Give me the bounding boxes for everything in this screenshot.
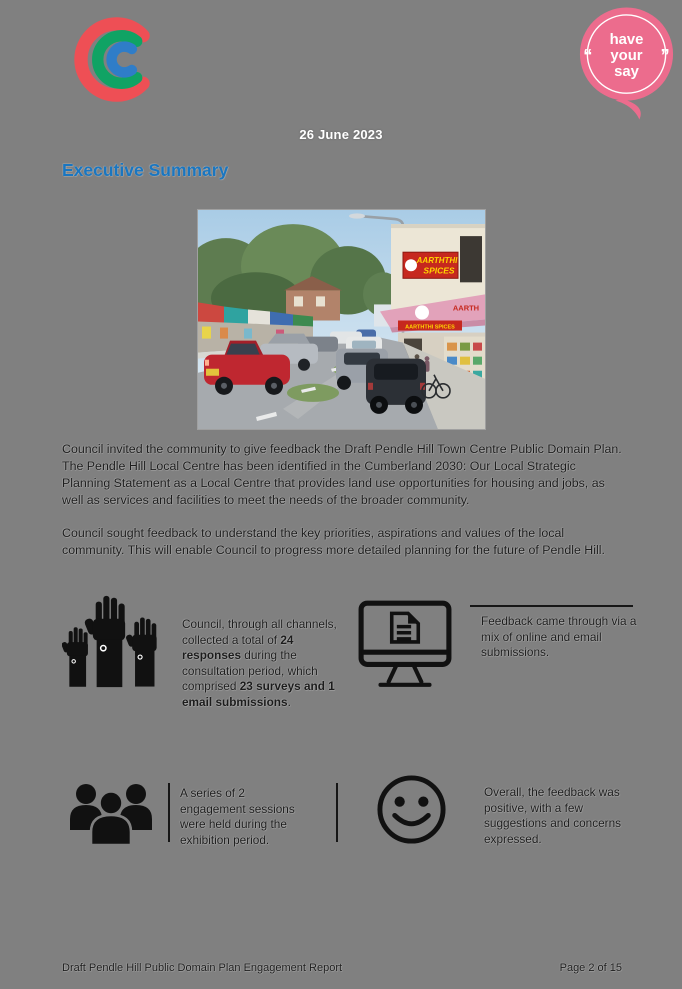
monitor-icon — [356, 596, 454, 694]
council-logo-icon — [72, 8, 166, 112]
divider-line — [336, 783, 338, 842]
close-quote-glyph: ” — [660, 45, 670, 67]
speech-bubble-tail — [616, 99, 641, 120]
awning-brand-text: AARTH — [452, 303, 480, 313]
awning-strip-text: AARTHTHI SPICES — [405, 324, 455, 331]
channels-stat-text: Feedback came through via a mix of online and email submissions. — [481, 614, 637, 660]
town-centre-photo — [198, 210, 485, 429]
bubble-text-line2: your — [610, 48, 643, 65]
footer-page-number: Page 2 of 15 — [559, 962, 622, 974]
divider-line — [470, 605, 633, 607]
bubble-text-line3: say — [614, 63, 639, 80]
responses-stat-text: Council, through all channels, collected a total of 24 responses during the consultation period, which comprised 23 surveys and 1 email submissions. — [182, 617, 337, 709]
purpose-paragraph: Council sought feedback to understand the key priorities, aspirations and values of the local community. This will enable Council to progress more detailed planning for the future of Pendle Hill. — [62, 526, 605, 557]
footer-document-title: Draft Pendle Hill Public Domain Plan Engagement Report — [62, 962, 343, 974]
sign-text-line1: AARTHTHI — [416, 256, 458, 266]
bubble-text-line1: have — [609, 32, 644, 49]
report-date: 26 June 2023 — [299, 127, 383, 142]
divider-line — [168, 783, 170, 842]
spices-sign — [403, 252, 458, 278]
intro-paragraph: Council invited the community to give feedback the Draft Pendle Hill Town Centre Public Domain Plan. The Pendle Hill Local Centre has been identified in the Cumberland 2030: Our Local Strategic Planning Statement as a Local Centre that provides land use opportunities for housing and jobs, as well as services and facilities to meet the needs of the broader community. — [62, 442, 622, 507]
sign-text-line2: SPICES — [423, 265, 455, 276]
smiley-icon — [374, 772, 449, 847]
group-icon — [66, 781, 156, 848]
sessions-stat-text: A series of 2 engagement sessions were held during the exhibition period. — [180, 786, 295, 847]
have-your-say-badge — [574, 4, 678, 122]
page-title: Executive Summary — [62, 160, 229, 180]
logo-inner-c — [112, 47, 132, 73]
open-quote-glyph: “ — [583, 45, 593, 67]
sentiment-stat-text: Overall, the feedback was positive, with a few suggestions and concerns expressed. — [484, 785, 622, 846]
raised-hands-icon — [62, 589, 164, 696]
